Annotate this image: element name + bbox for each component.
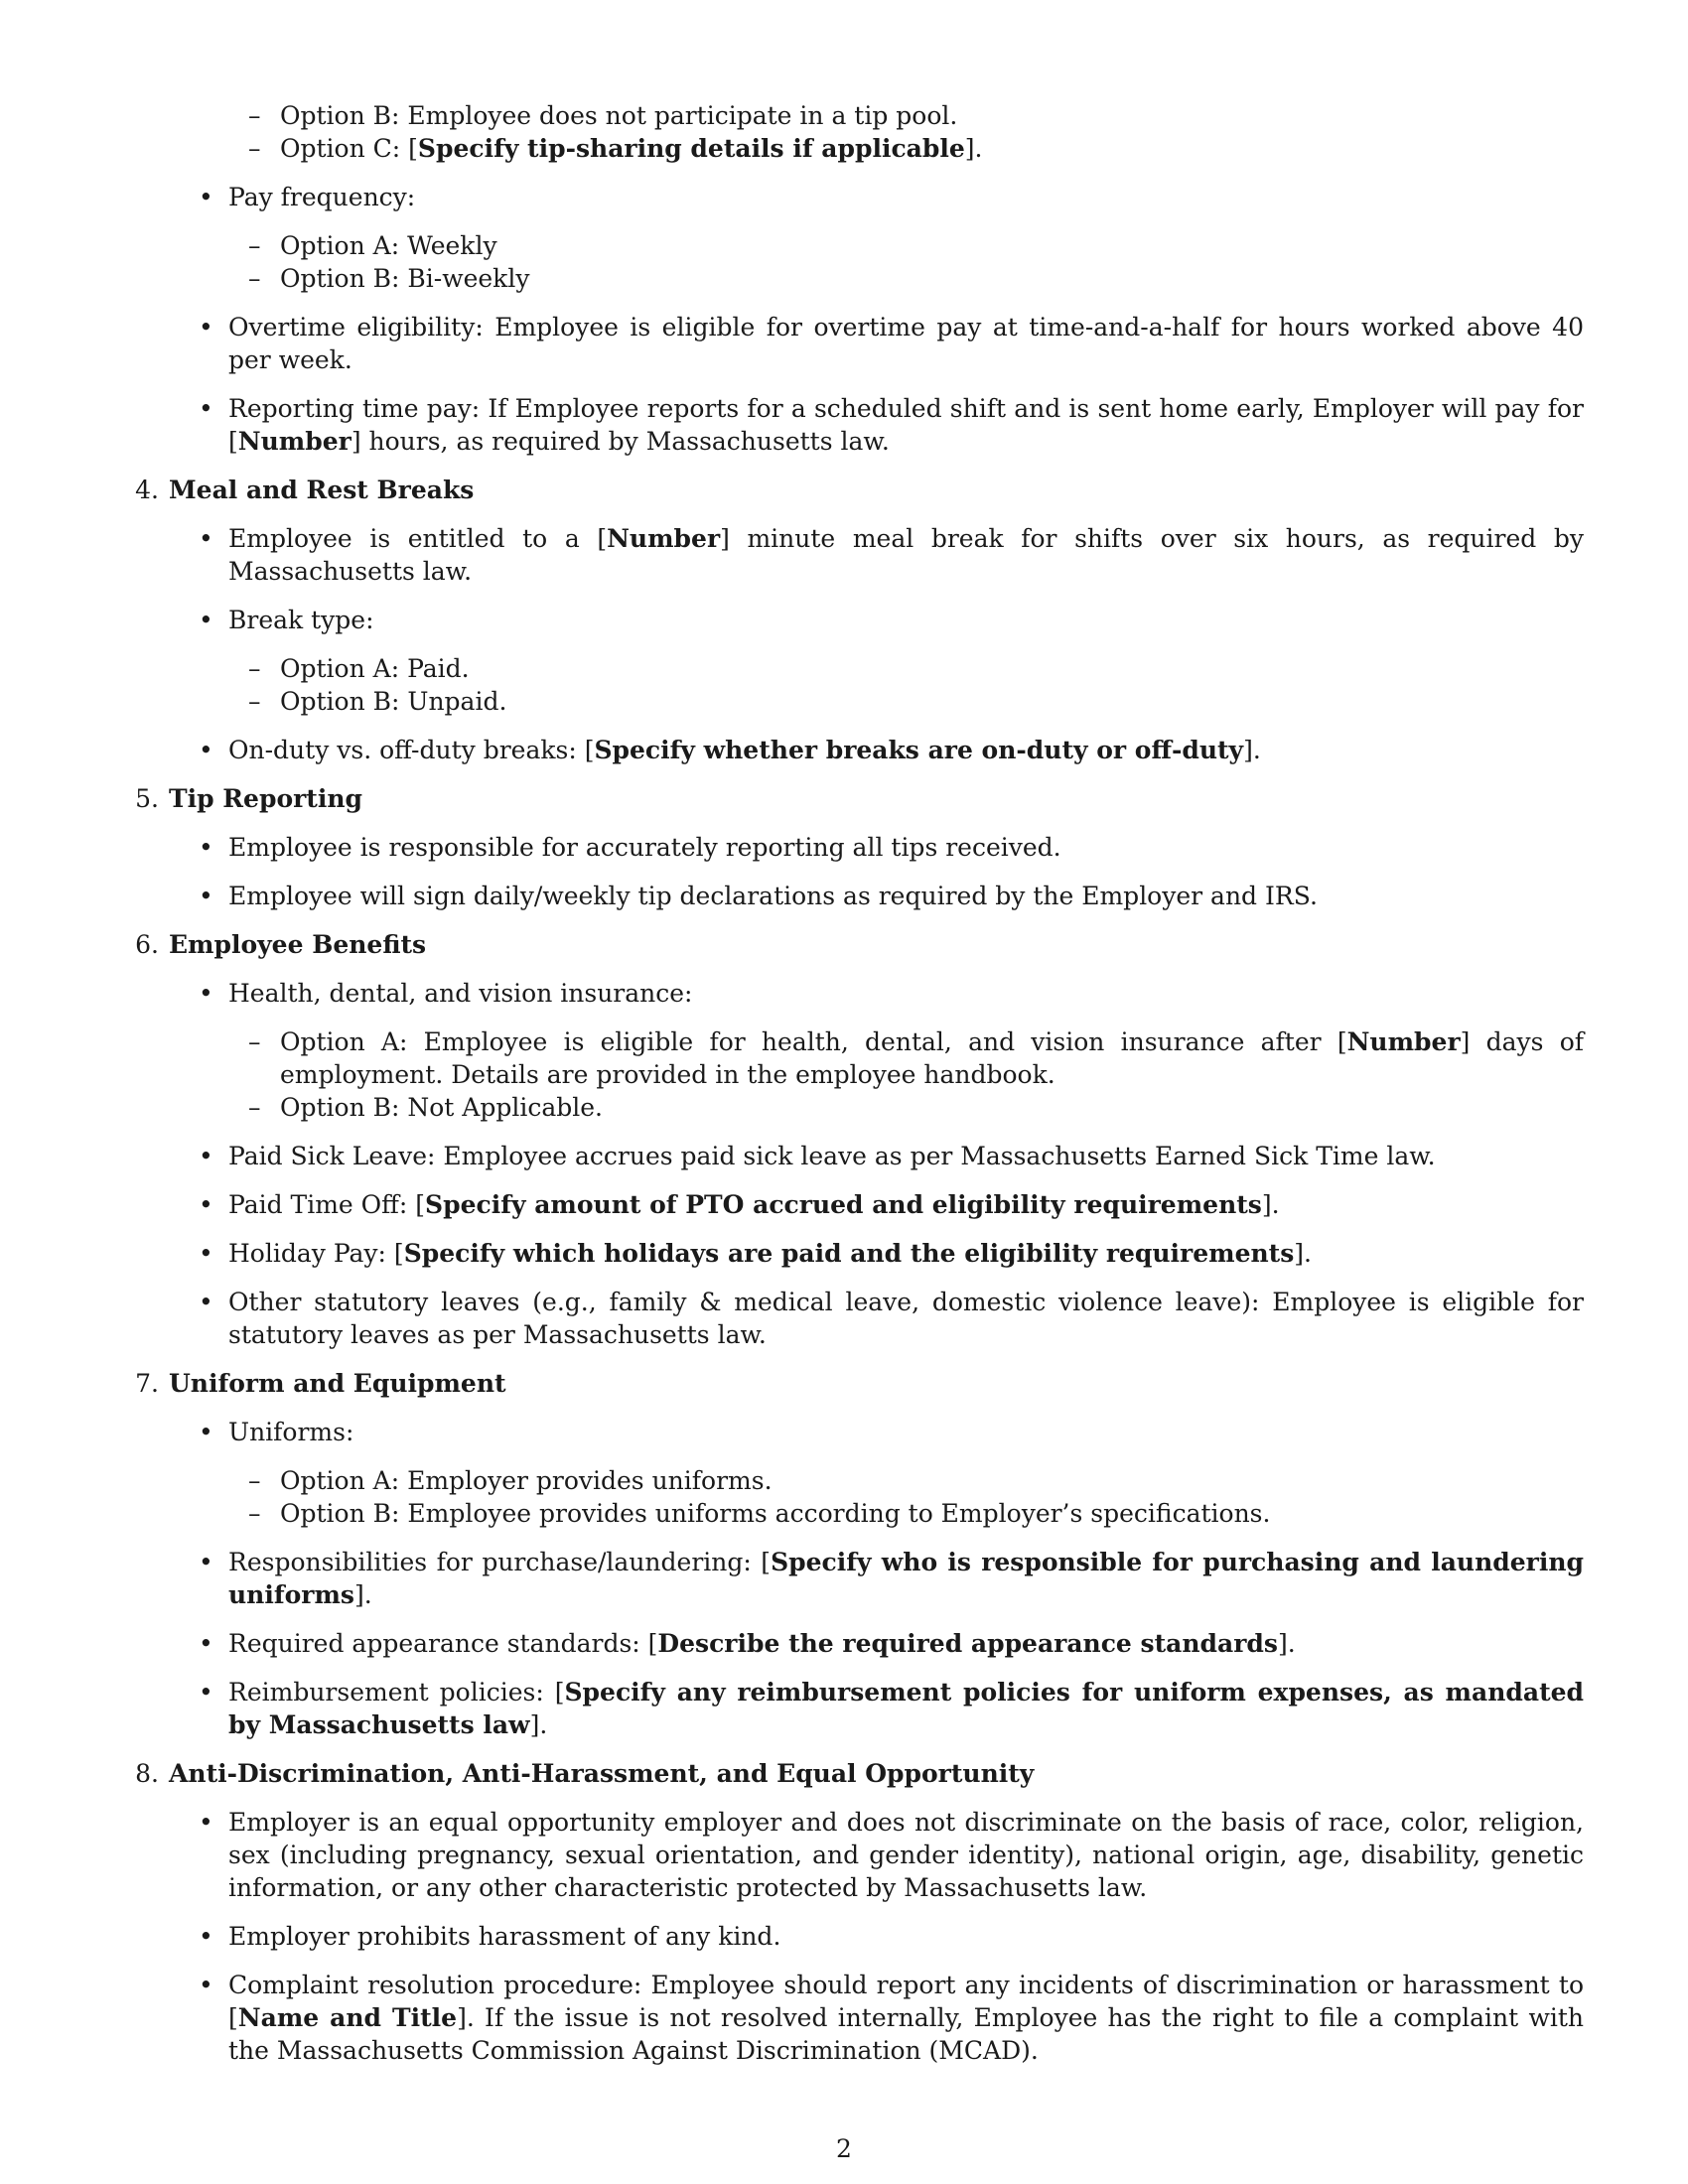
tip-pool-options [129,99,1584,165]
bullet-marker: • [199,524,213,553]
section-heading: 5. Tip Reporting [135,784,362,813]
insurance-options [129,1025,1584,1124]
option-item: – Option B: Unpaid. [248,687,507,716]
tip-declaration-item: • Employee will sign daily/weekly tip declarations as required by the Employer and IRS. [199,882,1318,910]
placeholder-field: Name and Title [237,2003,458,2032]
option-item: – Option A: Paid. [248,654,470,683]
dash-marker: – [248,1466,261,1495]
harassment-item: • Employer prohibits harassment of any kind. [199,1922,781,1951]
dash-marker: – [248,1027,261,1056]
option-item: – Option C: [Specify tip-sharing details if applicable]. [248,134,983,163]
meal-break-item: • Employee is entitled to a [Number] minute meal break for shifts over six hours, as required by Massachusetts law. [199,524,1584,586]
section-heading: 8. Anti-Discrimination, Anti-Harassment, and Equal Opportunity [135,1759,1035,1788]
pay-frequency-options [129,229,1584,295]
eeo-item: • Employer is an equal opportunity employer and does not discriminate on the basis of race, color, religion, sex (including pregnancy, sexual orientation, and gender identity), national origin, age, disability, genetic information, or any other characteristic protected by Massachusetts law. [199,1808,1584,1902]
bullet-marker: • [199,1239,213,1268]
bullet-marker: • [199,1922,213,1951]
onduty-item: • On-duty vs. off-duty breaks: [Specify whether breaks are on-duty or off-duty]. [199,736,1261,764]
sick-leave-item: • Paid Sick Leave: Employee accrues paid sick leave as per Massachusetts Earned Sick Time law. [199,1142,1436,1170]
option-item: – Option B: Not Applicable. [248,1093,603,1122]
bullet-marker: • [199,1142,213,1170]
dash-marker: – [248,134,261,163]
placeholder-field: Specify amount of PTO accrued and eligibility requirements [425,1190,1262,1219]
placeholder-field: Describe the required appearance standards [657,1629,1278,1658]
placeholder-field: Number [1346,1027,1461,1056]
bullet-marker: • [199,736,213,764]
bullet-marker: • [199,1548,213,1576]
appearance-item: • Required appearance standards: [Describe the required appearance standards]. [199,1629,1296,1658]
pto-item: • Paid Time Off: [Specify amount of PTO accrued and eligibility requirements]. [199,1190,1280,1219]
bullet-marker: • [199,1190,213,1219]
dash-marker: – [248,264,261,293]
bullet-marker: • [199,979,213,1008]
bullet-marker: • [199,1418,213,1446]
break-type-item: • Break type: [199,606,374,634]
dash-marker: – [248,687,261,716]
pay-frequency-item: • Pay frequency: [199,183,416,211]
reimbursement-item: • Reimbursement policies: [Specify any reimbursement policies for uniform expenses, as mandated by Massachusetts law]. [199,1678,1584,1739]
placeholder-field: Specify who is responsible for purchasing and laundering uniforms [228,1548,1584,1609]
bullet-marker: • [199,882,213,910]
placeholder-field: Specify whether breaks are on-duty or off-duty [594,736,1244,764]
laundering-item: • Responsibilities for purchase/laundering: [Specify who is responsible for purchasing and laundering uniforms]. [199,1548,1584,1609]
holiday-pay-item: • Holiday Pay: [Specify which holidays are paid and the eligibility requirements]. [199,1239,1312,1268]
insurance-item: • Health, dental, and vision insurance: [199,979,693,1008]
placeholder-field: Number [237,427,352,456]
section-heading: 4. Meal and Rest Breaks [135,476,475,504]
dash-marker: – [248,231,261,260]
bullet-marker: • [199,606,213,634]
placeholder-field: Specify which holidays are paid and the eligibility requirements [403,1239,1295,1268]
bullet-marker: • [199,1288,213,1316]
dash-marker: – [248,1093,261,1122]
option-item: – Option A: Employee is eligible for health, dental, and vision insurance after [Number] days of employment. Details are provided in the employee handbook. [248,1027,1585,1089]
placeholder-field: Specify any reimbursement policies for uniform expenses, as mandated by Massachusetts law [228,1678,1584,1739]
bullet-marker: • [199,1971,213,1999]
placeholder-field: Number [607,524,721,553]
option-item: – Option B: Bi-weekly [248,264,530,293]
dash-marker: – [248,654,261,683]
bullet-marker: • [199,313,213,341]
uniform-options [129,1464,1584,1530]
page-number: 2 [836,2134,852,2163]
bullet-marker: • [199,1678,213,1706]
dash-marker: – [248,1499,261,1528]
placeholder-field: Specify tip-sharing details if applicable [417,134,965,163]
option-item: – Option A: Employer provides uniforms. [248,1466,773,1495]
section-heading: 7. Uniform and Equipment [135,1369,506,1398]
bullet-marker: • [199,1808,213,1837]
complaint-item: • Complaint resolution procedure: Employee should report any incidents of discrimination or harassment to [Name and Title]. If the issue is not resolved internally, Employee has the right to file a complaint with the Massachusetts Commission Against Discrimination (MCAD). [199,1971,1584,2065]
bullet-marker: • [199,394,213,423]
bullet-marker: • [199,183,213,211]
option-item: – Option A: Weekly [248,231,497,260]
bullet-marker: • [199,833,213,862]
section-heading: 6. Employee Benefits [135,930,427,959]
tip-reporting-item: • Employee is responsible for accurately reporting all tips received. [199,833,1061,862]
uniforms-item: • Uniforms: [199,1418,354,1446]
bullet-marker: • [199,1629,213,1658]
option-item: – Option B: Employee provides uniforms according to Employer’s specifications. [248,1499,1271,1528]
reporting-time-item: • Reporting time pay: If Employee reports for a scheduled shift and is sent home early, Employer will pay for [Number] hours, as required by Massachusetts law. [199,394,1584,456]
dash-marker: – [248,101,261,130]
option-item: – Option B: Employee does not participate in a tip pool. [248,101,958,130]
overtime-item: • Overtime eligibility: Employee is eligible for overtime pay at time-and-a-half for hours worked above 40 per week. [199,313,1584,374]
statutory-leave-item: • Other statutory leaves (e.g., family & medical leave, domestic violence leave): Employee is eligible for statutory leaves as per Massachusetts law. [199,1288,1584,1349]
break-type-options [129,652,1584,718]
page-content [129,99,1584,2083]
